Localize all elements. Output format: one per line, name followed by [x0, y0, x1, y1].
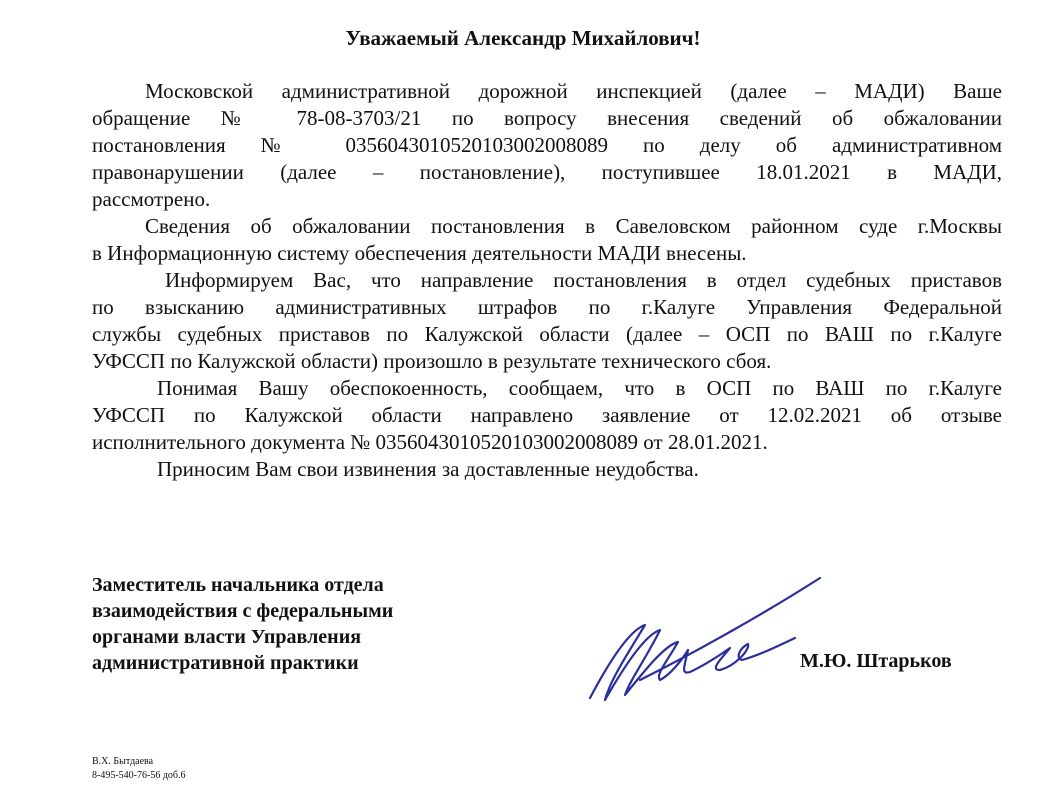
paragraph	[92, 375, 1002, 456]
paragraph-line: Московской административной дорожной инспекцией (далее – МАДИ) Ваше	[145, 79, 1002, 103]
paragraph-line: правонарушении (далее – постановление), поступившее 18.01.2021 в МАДИ,	[92, 160, 1002, 184]
signatory-position	[92, 572, 393, 676]
signatory-name: М.Ю. Штарьков	[800, 650, 952, 672]
paragraph	[92, 267, 1002, 375]
letter-body	[92, 78, 1002, 483]
paragraph-line: службы судебных приставов по Калужской области (далее – ОСП по ВАШ по г.Калуге	[92, 322, 1002, 346]
paragraph	[92, 213, 1002, 267]
paragraph-line: исполнительного документа № 0356043010520103002008089 от 28.01.2021.	[92, 430, 768, 454]
paragraph-line: Информируем Вас, что направление постановления в отдел судебных приставов	[165, 268, 1002, 292]
handwritten-signature	[570, 570, 830, 710]
position-line: административной практики	[92, 652, 359, 674]
executor-name: В.Х. Бытдаева	[92, 756, 154, 767]
salutation: Уважаемый Александр Михайлович!	[345, 26, 701, 50]
position-line: Заместитель начальника отдела	[92, 574, 384, 596]
footer-executor	[92, 755, 186, 783]
position-line: органами власти Управления	[92, 626, 362, 648]
position-line: взаимодействия с федеральными	[92, 600, 394, 622]
paragraph-line: обращение № 78-08-3703/21 по вопросу внесения сведений об обжаловании	[92, 106, 1002, 130]
paragraph	[92, 78, 1002, 213]
paragraph-line: УФССП по Калужской области направлено заявление от 12.02.2021 об отзыве	[92, 403, 1002, 427]
paragraph-line: Сведения об обжаловании постановления в Савеловском районном суде г.Москвы	[145, 214, 1002, 238]
paragraph-line: УФССП по Калужской области) произошло в результате технического сбоя.	[92, 349, 772, 373]
executor-phone: 8-495-540-76-56 доб.6	[92, 770, 186, 781]
paragraph-line: Приносим Вам свои извинения за доставленные неудобства.	[157, 457, 699, 481]
paragraph-line: постановления № 0356043010520103002008089 по делу об административном	[92, 133, 1002, 157]
paragraph-line: Понимая Вашу обеспокоенность, сообщаем, что в ОСП по ВАШ по г.Калуге	[157, 376, 1002, 400]
paragraph-line: по взысканию административных штрафов по г.Калуге Управления Федеральной	[92, 295, 1002, 319]
paragraph-line: в Информационную систему обеспечения деятельности МАДИ внесены.	[92, 241, 747, 265]
paragraph	[92, 456, 1002, 483]
paragraph-line: рассмотрено.	[92, 187, 211, 211]
